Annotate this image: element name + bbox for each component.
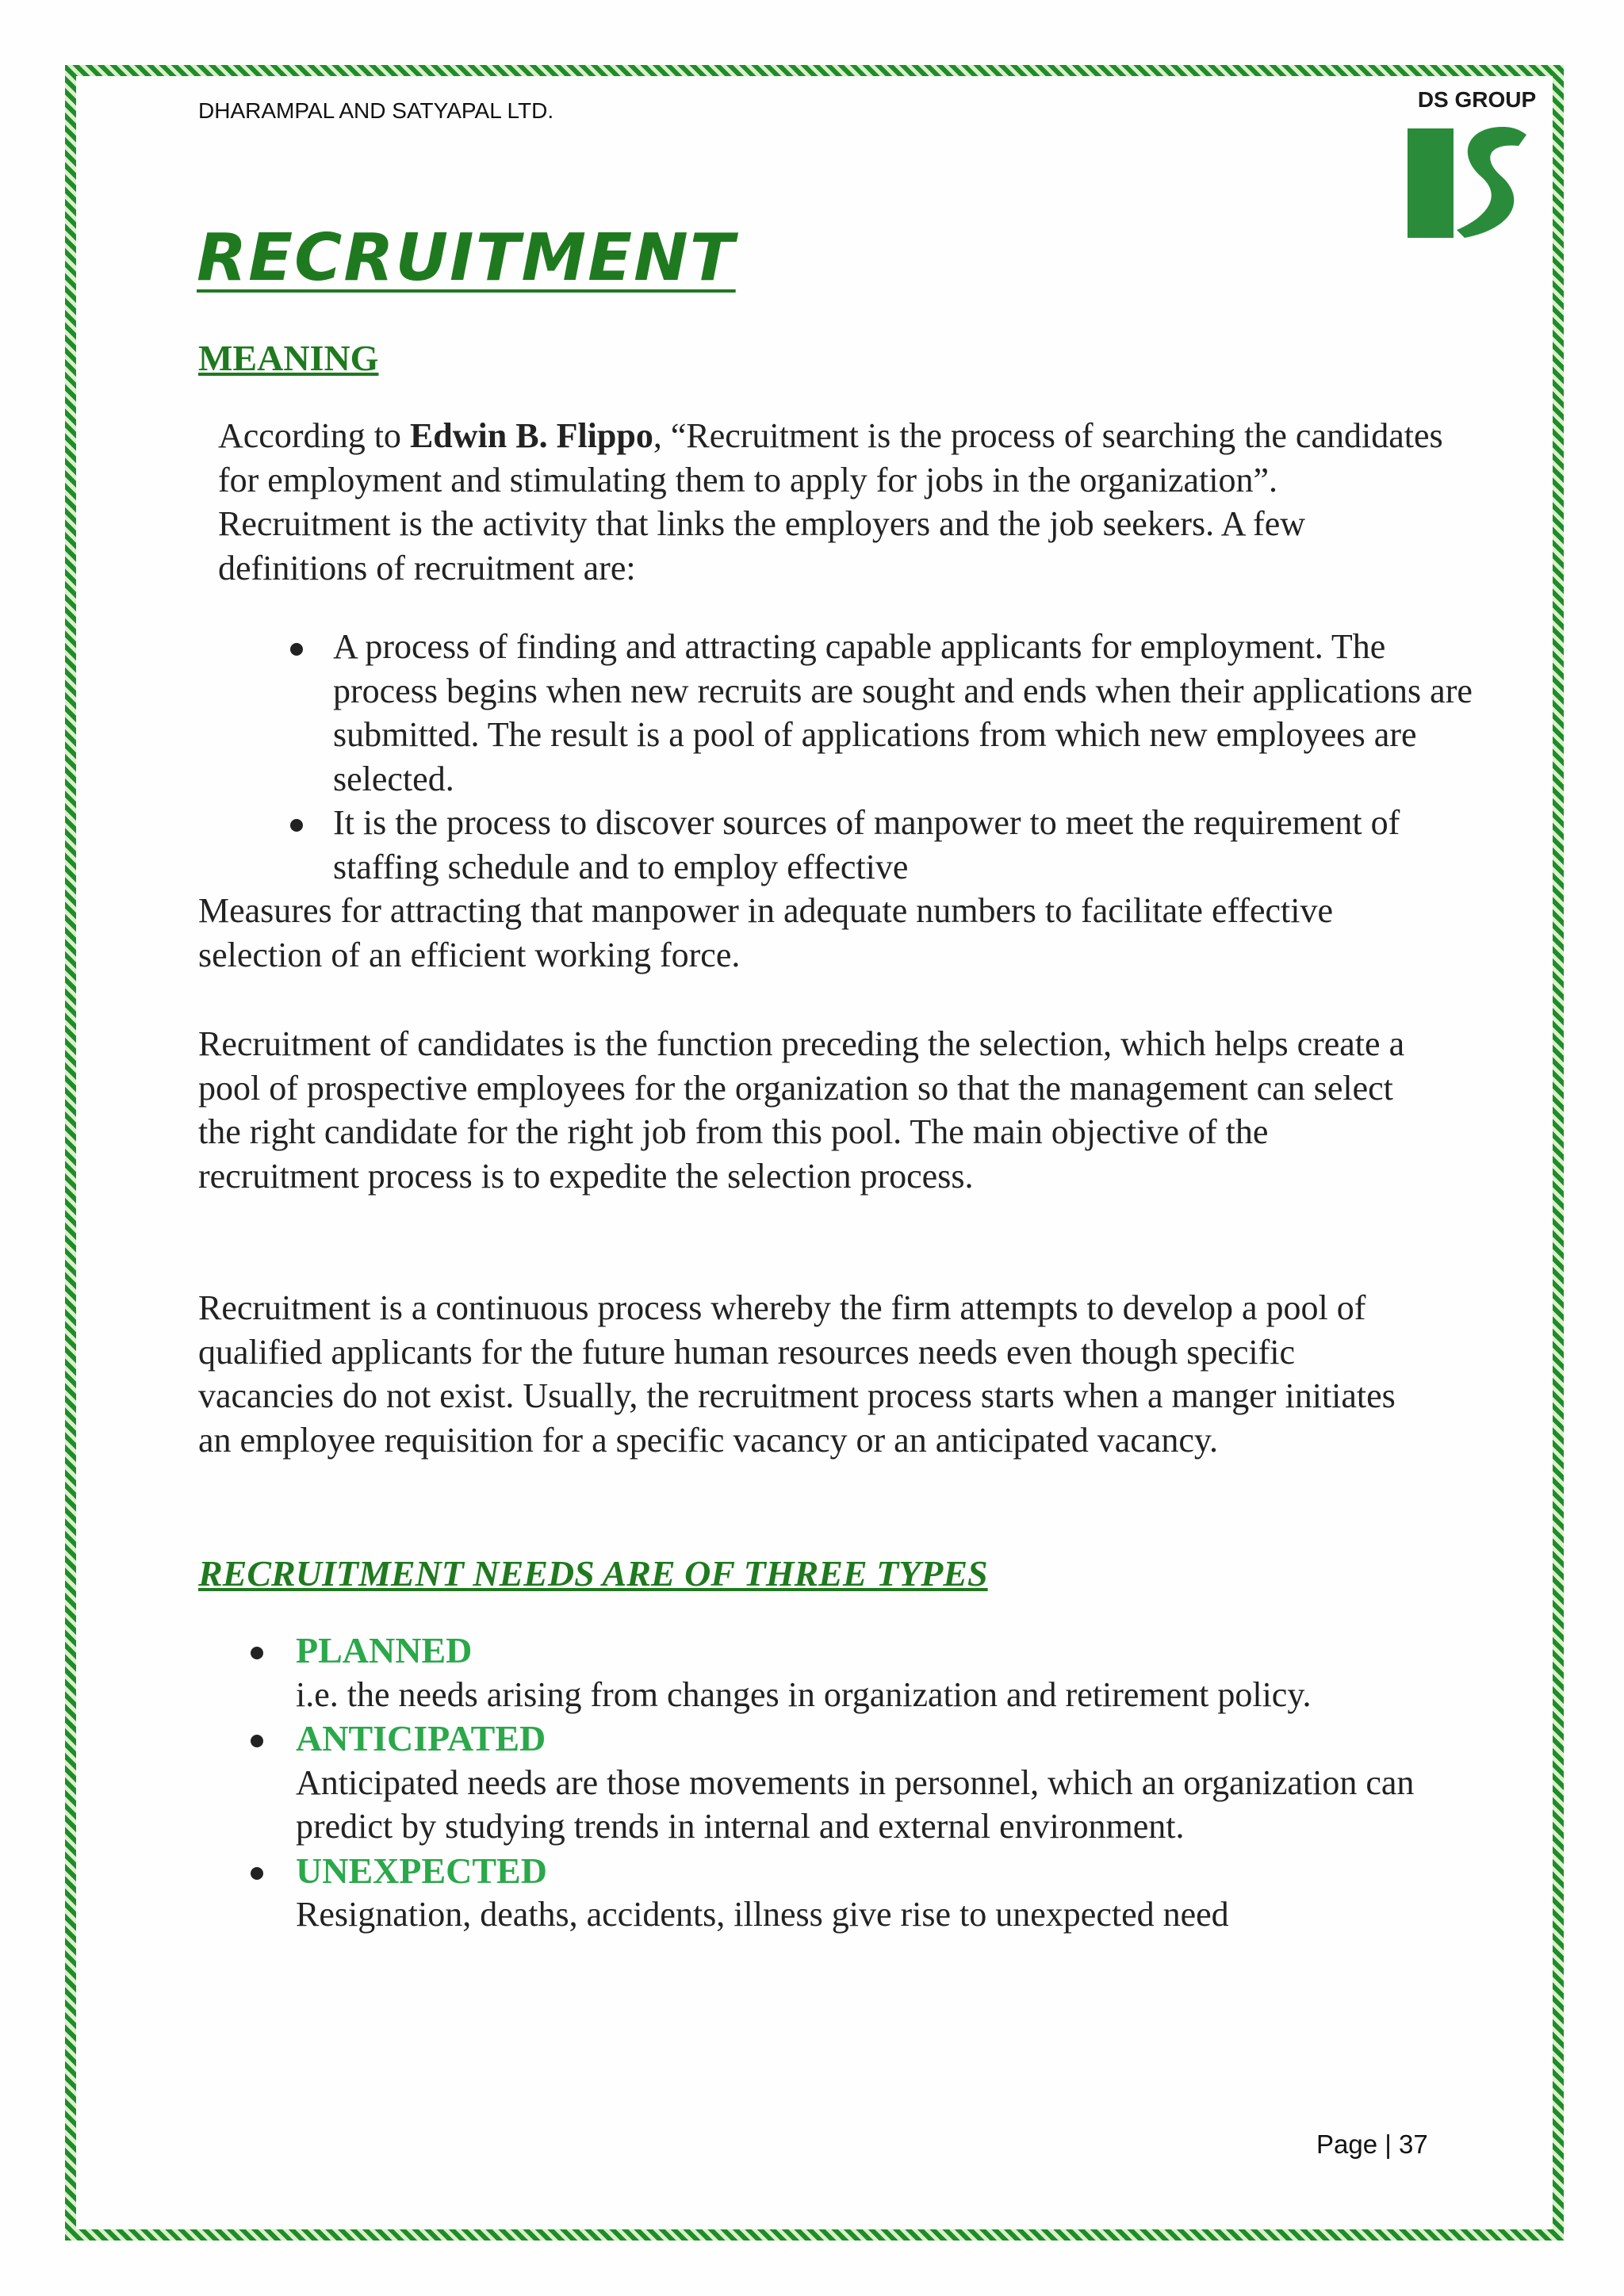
list-item [296,1628,1438,1716]
paragraph-selection: Recruitment of candidates is the function preceding the selection, which helps create a pool of prospective employees for the organization so that the management can select the right candidate for the right job from this pool. The main objective of the recruitment process is to expedite the selection process. [198,1024,1405,1196]
list-item [333,801,1475,889]
bullet-icon [290,819,303,832]
bullet-icon [251,1735,263,1747]
paragraph-continuous: Recruitment is a continuous process whereby the firm attempts to develop a pool of qualified applicants for the future human resources needs even though specific vacancies do not exist. Usually, the recruitment process starts when a manger initiates an employee requisition for a specific vacancy or an anticipated vacancy. [198,1288,1396,1460]
bullet-icon [251,1647,263,1659]
logo-d-block [1408,128,1454,238]
ds-logo-icon [1408,119,1546,246]
bullet-icon [290,643,303,656]
page-number: Page | 37 [1316,2130,1428,2159]
list-item [296,1716,1438,1849]
types-heading: RECRUITMENT NEEDS ARE OF THREE TYPES [198,1553,988,1594]
list-item [296,1849,1438,1937]
intro-prefix: According to [218,416,410,455]
intro-text: , “Recruitment is the process of searching the candidates for employment and stimulating them to apply for jobs in the organization”. Recruitment is the activity that links the employers and the job seekers. A few definitions of recruitment are: [218,416,1443,587]
list-item [333,625,1475,801]
types-list [296,1628,1438,1937]
type-name: PLANNED [296,1630,473,1670]
ds-group-logo [1408,87,1546,246]
type-name: UNEXPECTED [296,1850,547,1891]
type-description: Resignation, deaths, accidents, illness give rise to unexpected need [296,1895,1229,1934]
type-description: Anticipated needs are those movements in personnel, which an organization can predict by studying trends in internal and external environment. [296,1762,1415,1846]
definition-text: It is the process to discover sources of manpower to meet the requirement of staffing schedule and to employ effective [333,803,1400,886]
author-name: Edwin B. Flippo [409,416,653,455]
meaning-heading: MEANING [198,338,379,378]
type-description: i.e. the needs arising from changes in organization and retirement policy. [296,1674,1312,1714]
definition-continuation: Measures for attracting that manpower in adequate numbers to facilitate effective selection of an efficient working force. [198,891,1334,974]
page-title: RECRUITMENT [197,220,736,296]
bullet-icon [251,1867,263,1880]
intro-paragraph [218,414,1455,590]
definitions-list [333,625,1475,889]
logo-label: DS GROUP [1417,87,1537,112]
company-header: DHARAMPAL AND SATYAPAL LTD. [198,98,554,123]
definition-text: A process of finding and attracting capable applicants for employment. The process begins when new recruits are sought and ends when their applications are submitted. The result is a pool of applications from which new employees are selected. [333,627,1473,798]
type-name: ANTICIPATED [296,1718,546,1758]
